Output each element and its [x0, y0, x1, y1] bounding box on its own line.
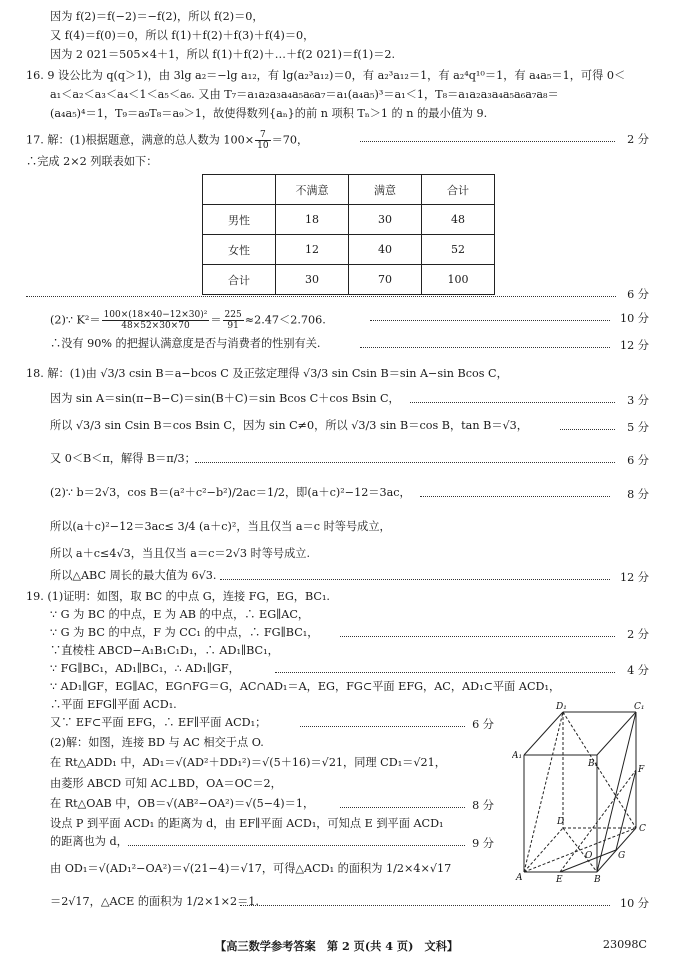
text-line: (2)∵ b＝2√3，cos B＝(a²＋c²−b²)/2ac＝1/2，即(a＋c)²−12＝3ac，	[50, 486, 411, 499]
text-line: 的距离也为 d，	[50, 835, 128, 848]
score-mark: 8 分	[472, 799, 494, 812]
text-line: 所以 a＋c≤4√3，当且仅当 a＝c＝2√3 时等号成立.	[50, 547, 311, 560]
score-mark: 10 分	[620, 897, 649, 910]
footer-code: 23098C	[602, 938, 647, 951]
text-line: ∵直棱柱 ABCD−A₁B₁C₁D₁，∴ AD₁∥BC₁，	[50, 644, 279, 657]
text-line: a₁＜a₂＜a₃＜a₄＜1＜a₅＜a₆. 又由 T₇＝a₁a₂a₃a₄a₅a₆a₇＝a₁(a₄a₅)³＝a₁＜1，T₈＝a₁a₂a₃a₄a₅a₆a₇a₈＝	[50, 88, 559, 101]
vertex-label: O	[585, 851, 593, 861]
score-mark: 6 分	[627, 454, 649, 467]
vertex-label: F	[638, 765, 645, 775]
text-line: ∵ G 为 BC 的中点，F 为 CC₁ 的中点，∴ FG∥BC₁，	[50, 626, 319, 639]
score-leader	[410, 402, 615, 403]
score-mark: 12 分	[620, 339, 649, 352]
vertex-label: C₁	[634, 702, 645, 712]
text-line: 在 Rt△ADD₁ 中，AD₁＝√(AD²＋DD₁²)＝√(5＋16)＝√21，同理 CD₁＝√21，	[50, 756, 446, 769]
footer-title: 【高三数学参考答案 第 2 页(共 4 页) 文科】	[215, 939, 459, 953]
text-line: 18. 解：(1)由 √3/3 csin B＝a−bcos C 及正弦定理得 √3/3 sin Csin B＝sin A−sin Bcos C，	[26, 367, 508, 380]
score-leader	[240, 905, 610, 906]
score-mark: 5 分	[627, 421, 649, 434]
text-line: 所以(a＋c)²−12＝3ac≤ 3/4 (a＋c)²，当且仅当 a＝c 时等号成立，	[50, 520, 391, 533]
score-leader	[128, 845, 465, 846]
score-leader	[340, 636, 615, 637]
text-line: ∵ FG∥BC₁，AD₁∥BC₁，∴ AD₁∥GF，	[50, 662, 240, 675]
table-row: 不满意 满意 合计	[203, 175, 495, 205]
fraction: $\frac{\text{100×(18×40−12×30)²}}{48\times 52\times 30\times 70}$	[103, 310, 208, 331]
contingency-table	[202, 174, 495, 295]
text-line: 由 OD₁＝√(AD₁²−OA²)＝√(21−4)＝√17，可得△ACD₁ 的面积为 1/2×4×√17	[50, 862, 452, 875]
score-mark: 3 分	[627, 394, 649, 407]
prism-figure	[512, 700, 662, 885]
score-mark: 2 分	[627, 133, 649, 146]
vertex-label: D₁	[556, 702, 567, 712]
text-line: 19. (1)证明：如图，取 BC 的中点 G，连接 FG，EG，BC₁.	[26, 590, 330, 603]
vertex-label: B	[594, 875, 601, 885]
score-mark: 8 分	[627, 488, 649, 501]
text-line: ∵ G 为 BC 的中点，E 为 AB 的中点，∴ EG∥AC，	[50, 608, 310, 621]
score-leader	[220, 579, 610, 580]
score-mark: 2 分	[627, 628, 649, 641]
vertex-label: A₁	[512, 751, 523, 761]
text-line: 16. 9 设公比为 q(q＞1)，由 3lg a₂＝−lg a₁₂，有 lg(a₂³a₁₂)＝0，有 a₂³a₁₂＝1，有 a₂⁴q¹⁰＝1，有 a₄a₅＝1，可得 0＜	[26, 69, 626, 82]
text-line: 设点 P 到平面 ACD₁ 的距离为 d，由 EF∥平面 ACD₁，可知点 E 到平面 ACD₁	[50, 817, 444, 830]
score-leader	[26, 296, 616, 297]
text-line: ∴没有 90% 的把握认满意度是否与消费者的性别有关.	[50, 337, 321, 350]
score-mark: 9 分	[472, 837, 494, 850]
score-leader	[360, 141, 615, 142]
text-line: (2)∵ K²＝ $\frac{\text{100×(18×40−12×30)²}}{48\times 52\times 30\times 70}$ ＝ $\frac{225}{91}$ ≈2.47＜2.706.	[50, 310, 326, 331]
vertex-label: E	[556, 875, 563, 885]
text-line: (2)解：如图，连接 BD 与 AC 相交于点 O.	[50, 736, 264, 749]
text-line: 因为 2 021＝505×4＋1，所以 f(1)＋f(2)＋…＋f(2 021)＝f(1)＝2.	[50, 48, 396, 61]
text-line: 因为 f(2)＝f(−2)＝−f(2)，所以 f(2)＝0，	[50, 10, 264, 23]
text-line: 又 0＜B＜π，解得 B＝π/3；	[50, 452, 196, 465]
text-line: 在 Rt△OAB 中，OB＝√(AB²−OA²)＝√(5−4)＝1，	[50, 797, 315, 810]
text-line: 所以△ABC 周长的最大值为 6√3.	[50, 569, 217, 582]
score-mark: 10 分	[620, 312, 649, 325]
text-line: 因为 sin A＝sin(π−B−C)＝sin(B＋C)＝sin Bcos C＋cos Bsin C，	[50, 392, 400, 405]
score-leader	[195, 462, 615, 463]
score-mark: 4 分	[627, 664, 649, 677]
table-row: 男性 18 30 48	[203, 205, 495, 235]
table-row: 合计 30 70 100	[203, 265, 495, 295]
vertex-label: G	[618, 851, 626, 861]
vertex-label: B₁	[588, 759, 599, 769]
vertex-label: C	[639, 824, 646, 834]
text-line: ∵ AD₁∥GF，EG∥AC，EG∩FG＝G，AC∩AD₁＝A，EG，FG⊂平面 EFG，AC，AD₁⊂平面 ACD₁，	[50, 680, 561, 693]
vertex-label: A	[516, 873, 523, 883]
score-leader	[560, 429, 615, 430]
text-line: 由菱形 ABCD 可知 AC⊥BD，OA＝OC＝2，	[50, 777, 282, 790]
score-leader	[420, 496, 610, 497]
text-line: (a₄a₅)⁴＝1，T₉＝a₉T₈＝a₉＞1，故使得数列{aₙ}的前 n 项积 Tₙ＞1 的 n 的最小值为 9.	[50, 107, 488, 120]
fraction: $\frac{225}{91}$	[224, 310, 242, 331]
score-mark: 12 分	[620, 571, 649, 584]
score-leader	[360, 347, 610, 348]
score-mark: 6 分	[472, 718, 494, 731]
score-mark: 6 分	[627, 288, 649, 301]
score-leader	[370, 320, 610, 321]
text-line: 17. 解：(1)根据题意，满意的总人数为 100× $\frac{7}{10}$ ＝70，	[26, 130, 309, 151]
text-line: ∴完成 2×2 列联表如下：	[26, 155, 158, 168]
text-line: 所以 √3/3 sin Csin B＝cos Bsin C，因为 sin C≠0，所以 √3/3 sin B＝cos B，tan B＝√3，	[50, 419, 528, 432]
vertex-label: D	[557, 817, 565, 827]
score-leader	[340, 807, 465, 808]
text-line: 又∵ EF⊂平面 EFG，∴ EF∥平面 ACD₁；	[50, 716, 267, 729]
text-line: ＝2√17，△ACE 的面积为 1/2×1×2＝1.	[50, 895, 259, 908]
text-line: 又 f(4)＝f(0)＝0，所以 f(1)＋f(2)＋f(3)＋f(4)＝0，	[50, 29, 315, 42]
score-leader	[275, 672, 615, 673]
score-leader	[300, 726, 465, 727]
fraction: $\frac{7}{10}$	[257, 130, 269, 151]
table-row: 女性 12 40 52	[203, 235, 495, 265]
text-line: ∴平面 EFG∥平面 ACD₁.	[50, 698, 177, 711]
